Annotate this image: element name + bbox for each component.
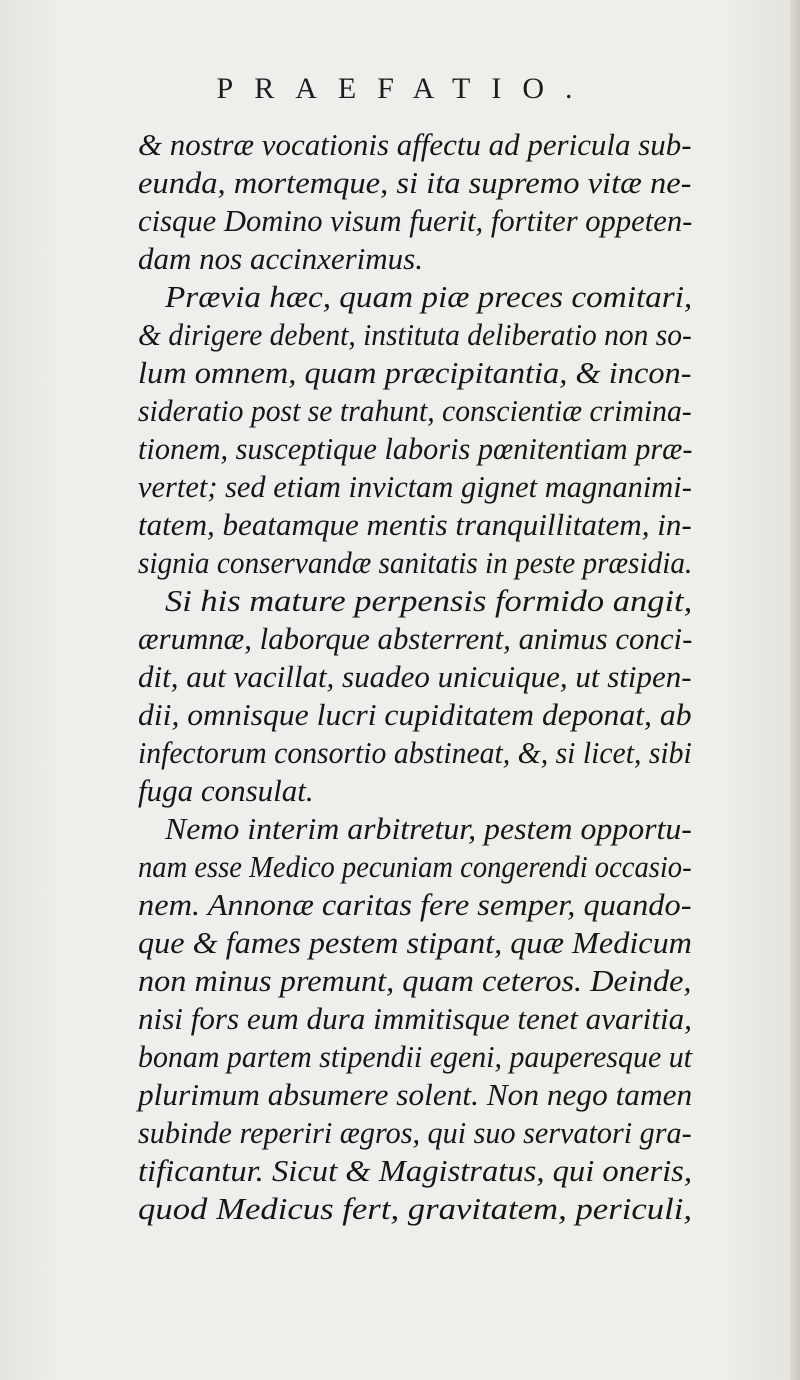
text-line: vertet; sed etiam invictam gignet magnanimi- (138, 469, 692, 504)
text-line: non minus premunt, quam ceteros. Deinde, (138, 963, 692, 998)
text-line: lum omnem, quam præcipitantia, & incon- (138, 355, 692, 390)
text-line: bonam partem stipendii egeni, pauperesque ut (138, 1039, 692, 1074)
text-line: eunda, mortemque, si ita supremo vitæ ne- (138, 165, 692, 200)
text-line: tionem, susceptique laboris pœnitentiam præ- (138, 431, 693, 466)
text-line: que & fames pestem stipant, quæ Medicum (138, 925, 692, 960)
text-line: & nostræ vocationis affectu ad pericula sub- (138, 127, 692, 162)
text-line: infectorum consortio abstineat, &, si licet, sibi (138, 735, 692, 770)
text-line: plurimum absumere solent. Non nego tamen (138, 1077, 693, 1112)
text-line: dit, aut vacillat, suadeo unicuique, ut stipen- (138, 659, 692, 694)
text-line: nem. Annonæ caritas fere semper, quando- (138, 887, 692, 922)
text-line: ærumnæ, laborque absterrent, animus conci- (138, 621, 693, 656)
running-header: PRAEFATIO. (216, 72, 594, 105)
text-line: nam esse Medico pecuniam congerendi occasio- (138, 849, 692, 884)
text-line: tatem, beatamque mentis tranquillitatem, in- (138, 507, 692, 542)
text-line: fuga consulat. (138, 773, 314, 808)
page-edge (790, 0, 800, 1380)
text-line: tificantur. Sicut & Magistratus, qui oneris, (138, 1153, 693, 1188)
text-line: subinde reperiri ægros, qui suo servatori gra- (138, 1115, 692, 1150)
text-line: dii, omnisque lucri cupiditatem deponat, ab (138, 697, 692, 732)
text-line: Si his mature perpensis formido angit, (165, 583, 693, 618)
text-line: signia conservandæ sanitatis in peste præsidia. (138, 545, 693, 580)
text-line: sideratio post se trahunt, conscientiæ crimina- (138, 393, 692, 428)
text-line: quod Medicus fert, gravitatem, periculi, (138, 1191, 693, 1226)
text-line: & dirigere debent, instituta deliberatio non so- (138, 317, 692, 352)
text-line: Nemo interim arbitretur, pestem opportu- (165, 811, 692, 846)
text-line: cisque Domino visum fuerit, fortiter oppeten- (138, 203, 693, 238)
text-line: nisi fors eum dura immitisque tenet avaritia, (138, 1001, 692, 1036)
text-line: dam nos accinxerimus. (138, 241, 423, 276)
text-line: Prævia hæc, quam piæ preces comitari, (165, 279, 693, 314)
